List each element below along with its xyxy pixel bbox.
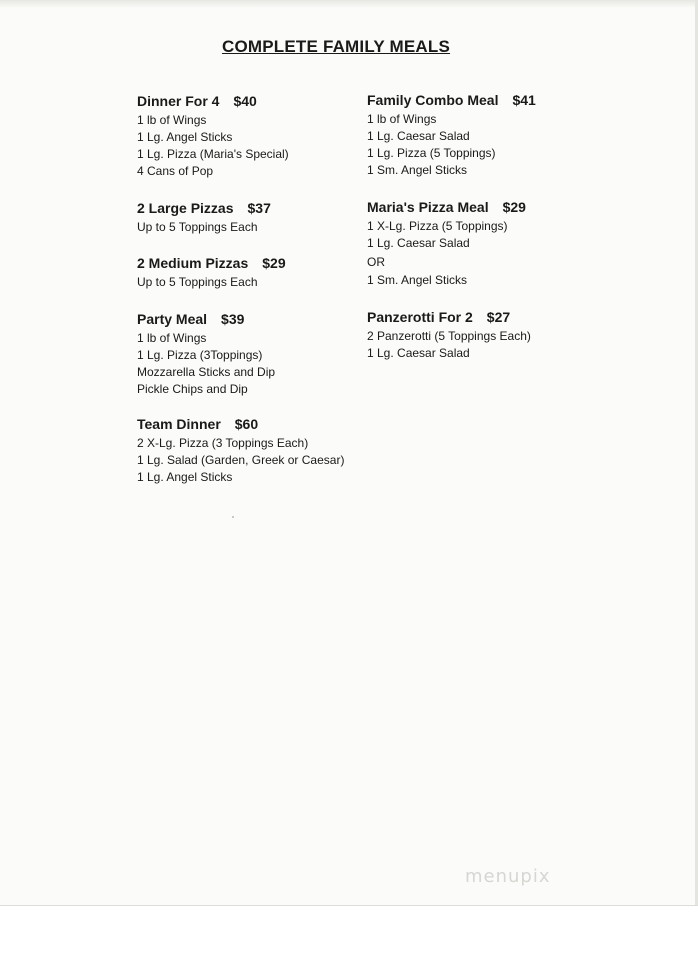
list-item: 1 Lg. Angel Sticks [137, 470, 233, 484]
list-item: 1 lb of Wings [367, 112, 437, 126]
meal-price: $37 [247, 200, 271, 216]
list-item: 1 Sm. Angel Sticks [367, 273, 468, 287]
meal-2-large-pizzas [137, 197, 352, 236]
meal-heading [367, 196, 607, 218]
meal-name: Maria's Pizza Meal [367, 199, 489, 215]
meal-heading [137, 90, 352, 112]
meal-name: 2 Medium Pizzas [137, 255, 249, 271]
meal-party-meal [137, 308, 352, 398]
meal-family-combo-meal [367, 89, 607, 179]
meal-heading [137, 197, 352, 219]
meal-heading [367, 89, 607, 111]
list-item: 2 Panzerotti (5 Toppings Each) [367, 329, 531, 343]
meal-name: Dinner For 4 [137, 93, 220, 109]
list-item: 1 Lg. Pizza (Maria's Special) [137, 147, 289, 161]
list-item: 1 Lg. Caesar Salad [367, 346, 470, 360]
list-item: 1 Lg. Pizza (5 Toppings) [367, 146, 496, 160]
meal-price: $29 [502, 199, 526, 215]
meal-price: $39 [221, 311, 245, 327]
list-item: 1 X-Lg. Pizza (5 Toppings) [367, 219, 508, 233]
meal-dinner-for-4 [137, 90, 352, 180]
list-item: Pickle Chips and Dip [137, 382, 248, 396]
meal-heading [137, 308, 352, 330]
meal-heading [137, 252, 352, 274]
page-title: COMPLETE FAMILY MEALS [221, 37, 451, 56]
list-item: OR [367, 255, 385, 269]
list-item: 1 Sm. Angel Sticks [367, 163, 468, 177]
list-item: 1 Lg. Angel Sticks [137, 130, 233, 144]
meal-heading [137, 413, 352, 435]
meal-name: Team Dinner [137, 416, 221, 432]
meal-price: $41 [512, 92, 536, 108]
meal-price: $29 [262, 255, 286, 271]
list-item: 1 Lg. Salad (Garden, Greek or Caesar) [137, 453, 345, 467]
watermark: menupix [465, 866, 551, 887]
meal-items [367, 328, 607, 362]
scan-bottom-margin [0, 905, 698, 961]
meal-team-dinner [137, 413, 352, 486]
meal-items [367, 111, 607, 179]
meal-items [137, 435, 352, 486]
meal-items [367, 218, 607, 289]
list-item: Up to 5 Toppings Each [137, 275, 258, 289]
meal-price: $40 [233, 93, 257, 109]
meal-items [137, 330, 352, 398]
list-item: 1 Lg. Caesar Salad [367, 236, 470, 250]
meal-heading [367, 306, 607, 328]
list-item: 1 lb of Wings [137, 113, 207, 127]
meal-name: Family Combo Meal [367, 92, 499, 108]
meal-name: 2 Large Pizzas [137, 200, 234, 216]
list-item: Up to 5 Toppings Each [137, 220, 258, 234]
scan-speck [232, 516, 234, 518]
list-item: Mozzarella Sticks and Dip [137, 365, 276, 379]
meal-name: Party Meal [137, 311, 208, 327]
meal-name: Panzerotti For 2 [367, 309, 473, 325]
list-item: 1 lb of Wings [137, 331, 207, 345]
meal-price: $60 [234, 416, 259, 432]
scan-shadow-top [0, 0, 698, 8]
meal-items [137, 112, 352, 180]
list-item: 4 Cans of Pop [137, 164, 214, 178]
meal-2-medium-pizzas [137, 252, 352, 291]
meal-items [137, 219, 352, 236]
list-item: 1 Lg. Caesar Salad [367, 129, 470, 143]
meal-items [137, 274, 352, 291]
list-item: 1 Lg. Pizza (3Toppings) [137, 348, 263, 362]
meal-marias-pizza-meal [367, 196, 607, 289]
meal-panzerotti-for-2 [367, 306, 607, 362]
meal-price: $27 [486, 309, 511, 325]
list-item: 2 X-Lg. Pizza (3 Toppings Each) [137, 436, 309, 450]
